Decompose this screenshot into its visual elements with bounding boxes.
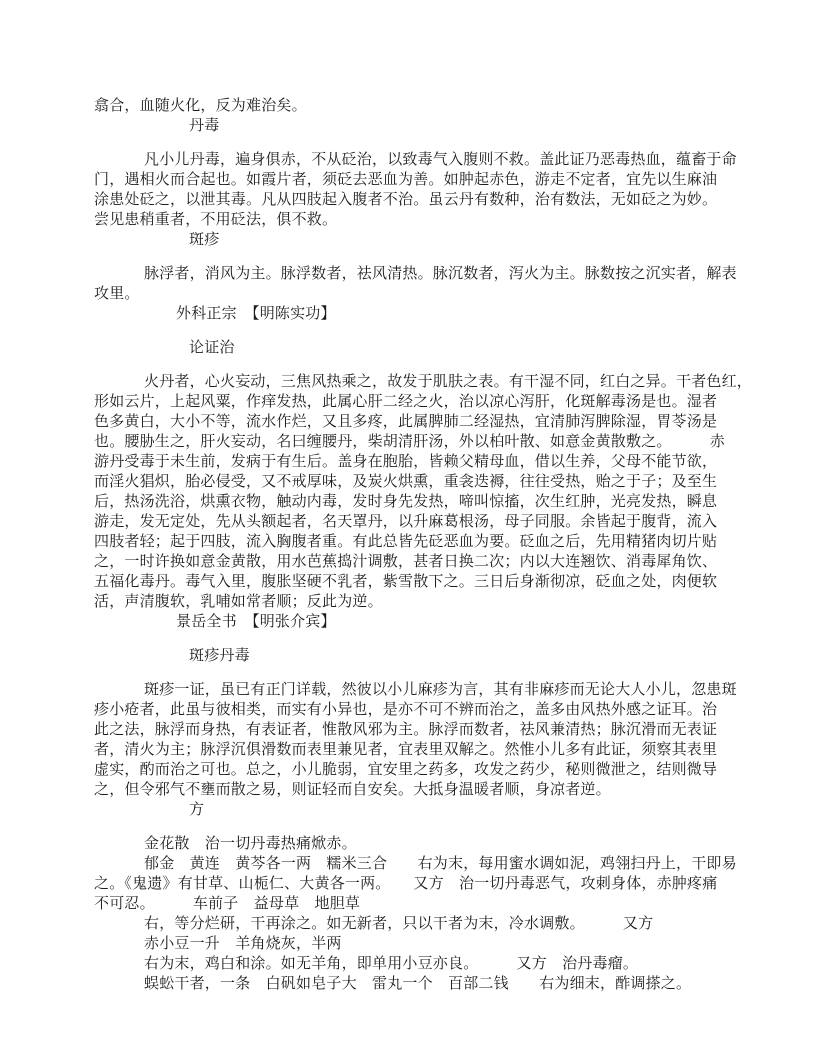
blank-line	[94, 666, 744, 680]
paragraph-first-line: 脉浮者，消风为主。脉浮数者，祛风清热。脉沉数者，泻火为主。脉数按之沉实者，解表	[144, 266, 737, 282]
paragraph-first-line: 赤小豆一升 羊角烧灰，半两	[144, 936, 342, 952]
paragraph-first-line: 右为末，鸡白和涂。如无羊角，即单用小豆亦良。 又方 治丹毒瘤。	[144, 956, 639, 972]
section-heading: 斑疹	[189, 232, 220, 248]
text-line: 后，热汤洗浴，烘熏衣物，触动内毒，发时身先发热，啼叫惊搐，次生红肿，光亮发热，瞬息	[94, 494, 718, 510]
section-heading: 丹毒	[189, 118, 220, 134]
book-title: 外科正宗 【明陈实功】	[176, 306, 336, 322]
blank-line	[94, 358, 744, 372]
blank-line	[94, 820, 744, 834]
blank-line	[94, 136, 744, 150]
section-heading: 论证治	[189, 340, 235, 356]
text-line: 也。腰胁生之，肝火妄动，名曰缠腰丹，柴胡清肝汤，外以柏叶散、如意金黄散敷之。 赤	[94, 434, 725, 450]
paragraph-first-line: 金花散 治一切丹毒热痛焮赤。	[144, 836, 357, 852]
text-line: 尝见患稍重者，不用砭法，俱不救。	[94, 212, 338, 228]
text-line: 不可忍。 车前子 益母草 地胆草	[94, 896, 361, 912]
text-line: 游丹受毒于未生前，发病于有生后。盖身在胞胎，皆赖父精母血，借以生养，父母不能节欲，	[94, 454, 718, 470]
text-line: 之，但令邪气不壅而散之易，则证轻而自安矣。大抵身温暖者顺，身凉者逆。	[94, 782, 611, 798]
text-line: 之。《鬼遗》有甘草、山栀仁、大黄各一两。 又方 治一切丹毒恶气，攻刺身体，赤肿疼痛	[94, 876, 718, 892]
text-line: 形如云片，上起风粟，作痒发热，此属心肝二经之火，治以凉心泻肝，化斑解毒汤是也。湿者	[94, 394, 718, 410]
section-heading: 斑疹丹毒	[189, 648, 250, 664]
text-line: 门，遇相火而合起也。如霞片者，须砭去恶血为善。如肿起赤色，游走不定者，宜先以生麻油	[94, 172, 718, 188]
text-line: 活，声清腹软，乳哺如常者顺；反此为逆。	[94, 594, 383, 610]
text-line: 色多黄白，大小不等，流水作烂，又且多疼，此属脾肺二经湿热，宜清肺泻脾除湿，胃苓汤是	[94, 414, 718, 430]
blank-line	[94, 250, 744, 264]
book-title: 景岳全书 【明张介宾】	[176, 614, 336, 630]
paragraph-first-line: 斑疹一证，虽已有正门详载，然彼以小儿麻疹为言，其有非麻疹而无论大人小儿，忽患斑	[144, 682, 737, 698]
blank-line	[94, 632, 744, 646]
paragraph-first-line: 右，等分烂研，干再涂之。如无新者，只以干者为末，冷水调敷。 又方	[144, 916, 654, 932]
text-line: 疹小疮者，此虽与彼相类，而实有小异也，是亦不可不辨而治之，盖多由风热外感之证耳。治	[94, 702, 718, 718]
paragraph-first-line: 凡小儿丹毒，遍身俱赤，不从砭治，以致毒气入腹则不救。盖此证乃恶毒热血，蕴畜于命	[144, 152, 737, 168]
text-line: 翕合，血随火化，反为难治矣。	[94, 98, 307, 114]
text-line: 而淫火猖炽，胎必侵受，又不戒厚味，及炭火烘熏，重衾迭褥，往往受热，贻之于子；及至生	[94, 474, 718, 490]
blank-line	[94, 324, 744, 338]
text-line: 此之法，脉浮而身热，有表证者，惟散风邪为主。脉浮而数者，祛风兼清热；脉沉滑而无表证	[94, 722, 718, 738]
text-line: 四肢者轻；起于四肢，流入胸腹者重。有此总皆先砭恶血为要。砭血之后，先用精猪肉切片贴	[94, 534, 718, 550]
section-heading: 方	[189, 802, 205, 818]
paragraph-first-line: 蜈蚣干者，一条 白矾如皂子大 雷丸一个 百部二钱 右为细末，酢调搽之。	[144, 976, 692, 992]
text-line: 涂患处砭之，以泄其毒。凡从四肢起入腹者不治。虽云丹有数种，治有数法，无如砭之为妙。	[94, 192, 718, 208]
text-line: 之，一时许换如意金黄散，用水芭蕉捣汁调敷，甚者日换二次；内以大连翘饮、消毒犀角饮、	[94, 554, 718, 570]
text-line: 虚实，酌而治之可也。总之，小儿脆弱，宜安里之药多，攻发之药少，秘则微泄之，结则微导	[94, 762, 718, 778]
text-line: 攻里。	[94, 286, 140, 302]
text-block	[94, 96, 753, 994]
paragraph-first-line: 火丹者，心火妄动，三焦风热乘之，故发于肌肤之表。有干湿不同，红白之异。干者色红，	[144, 374, 753, 390]
paragraph-first-line: 郁金 黄连 黄芩各一两 糯米三合 右为末，每用蜜水调如泥，鸡翎扫丹上，干即易	[144, 856, 737, 872]
text-line: 五福化毒丹。毒气入里，腹胀坚硬不乳者，紫雪散下之。三日后身渐彻凉，砭血之处，肉便软	[94, 574, 718, 590]
text-line: 者，清火为主；脉浮沉俱滑数而表里兼见者，宜表里双解之。然惟小儿多有此证，须察其表里	[94, 742, 718, 758]
text-line: 游走，发无定处，先从头额起者，名天罩丹，以升麻葛根汤，母子同服。余皆起于腹背，流入	[94, 514, 718, 530]
